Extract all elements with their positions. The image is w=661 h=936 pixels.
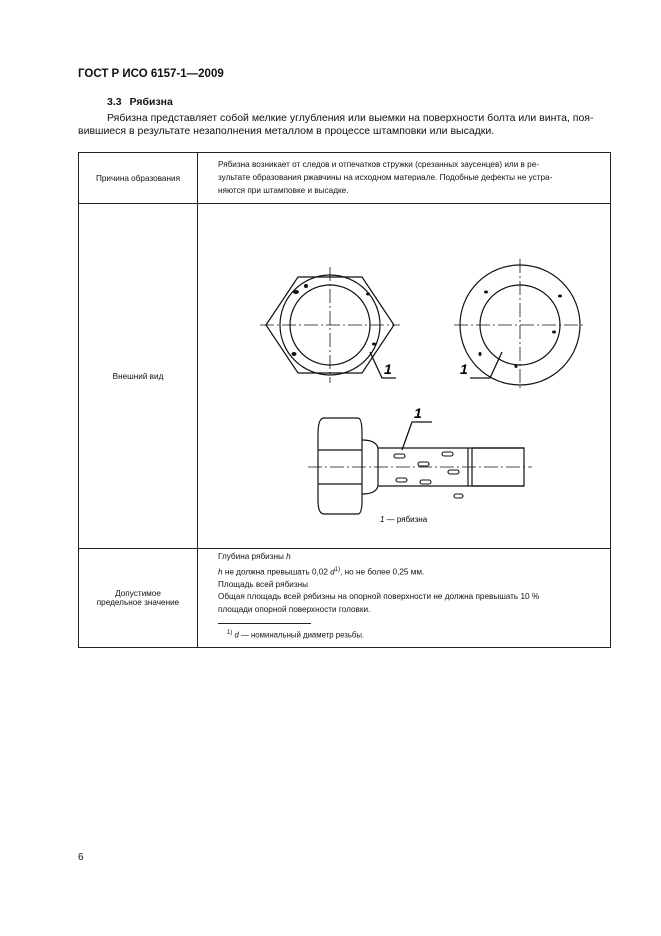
limit-label-line-2: предельное значение	[96, 598, 180, 607]
footnote-var: d	[234, 630, 239, 640]
cause-line-3: няются при штамповке и высадке.	[218, 186, 349, 195]
cause-label: Причина образования	[79, 153, 198, 204]
legend-number: 1	[380, 515, 385, 524]
appearance-label: Внешний вид	[79, 204, 198, 549]
pits	[292, 284, 563, 368]
cause-line-2: зультате образования ржавчины на исходном материале. Подобные дефекты не устра-	[218, 173, 553, 182]
depth-title-text: Глубина рябизны	[218, 552, 287, 561]
depth-rule-d: d	[330, 567, 335, 577]
callout-1-side: 1	[414, 405, 422, 421]
row-cause	[79, 153, 611, 204]
cause-line-1: Рябизна возникает от следов и отпечатков стружки (срезанных заусенцев) или в ре-	[218, 160, 539, 169]
section-number: 3.3	[107, 96, 122, 108]
section-intro	[78, 112, 602, 138]
intro-line-2: вившиеся в результате незаполнения металлом в процессе штамповки или высадки.	[78, 125, 495, 137]
section-heading	[107, 96, 173, 108]
depth-rule-sup: 1)	[334, 566, 341, 573]
footnote-text: — номинальный диаметр резьбы.	[238, 630, 365, 640]
appearance-figure-cell	[198, 204, 611, 549]
depth-rule	[218, 564, 604, 579]
callout-1-round: 1	[460, 361, 468, 377]
footnote-rule	[218, 623, 311, 624]
depth-rule-b: , но не более 0,25 мм.	[340, 567, 425, 577]
defect-table	[78, 152, 611, 648]
limit-description	[198, 549, 611, 648]
legend-text: — рябизна	[384, 515, 428, 524]
area-rule-line-2: площади опорной поверхности головки.	[218, 604, 371, 614]
depth-rule-var: h	[218, 567, 223, 577]
figure-legend	[380, 515, 428, 524]
document-header: ГОСТ Р ИСО 6157-1—2009	[78, 68, 224, 80]
shank-pits	[394, 452, 463, 498]
depth-title	[218, 551, 604, 564]
row-appearance	[79, 204, 611, 549]
limit-label-line-1: Допустимое	[115, 589, 161, 598]
cause-description	[198, 153, 611, 204]
intro-line-1: Рябизна представляет собой мелкие углубления или выемки на поверхности болта или винта, поя-	[107, 112, 594, 124]
depth-title-var: h	[286, 552, 291, 561]
footnote	[227, 630, 364, 640]
footnote-sup: 1)	[227, 630, 233, 636]
page-number: 6	[78, 852, 84, 863]
bolt-figure	[198, 204, 612, 548]
depth-rule-a: не должна превышать 0,02	[222, 567, 331, 577]
callout-1-hex: 1	[384, 361, 392, 377]
area-title: Площадь всей рябизны	[218, 579, 308, 589]
bolt-head-side	[318, 418, 362, 514]
limit-label	[79, 549, 198, 648]
area-rule-line-1: Общая площадь всей рябизны на опорной поверхности не должна превышать 10 %	[218, 592, 540, 602]
row-limit	[79, 549, 611, 648]
section-title: Рябизна	[129, 96, 173, 108]
